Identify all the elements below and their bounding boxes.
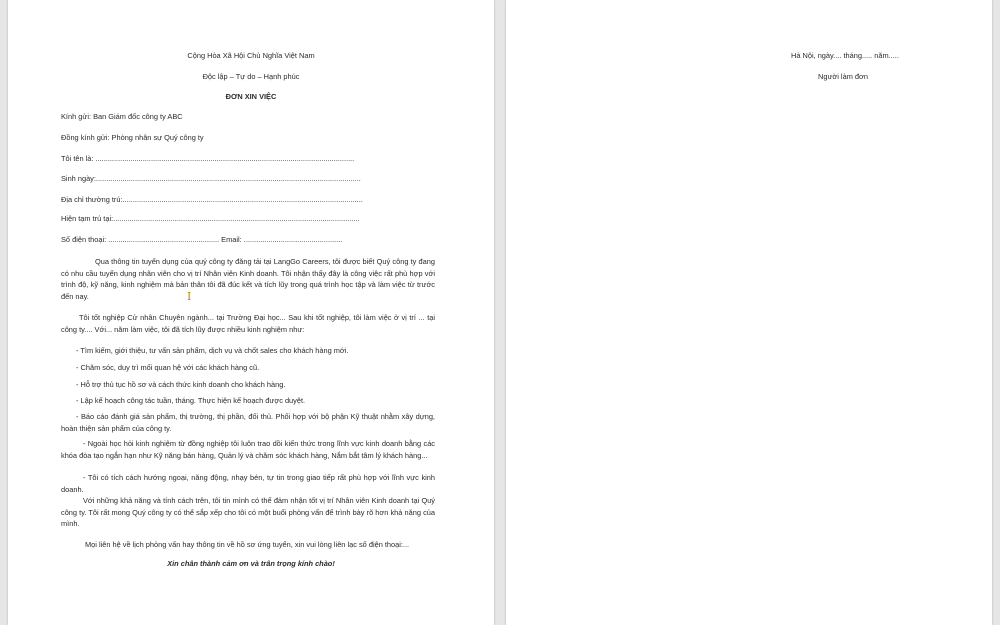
field-current-address: Hiện tạm trú tại:........................................................................................................................ [61, 214, 360, 223]
bullet-item-4: - Lập kế hoạch công tác tuần, tháng. Thực hiện kế hoạch được duyệt. [76, 396, 306, 405]
document-page-2[interactable] [506, 0, 992, 625]
paragraph-conclusion: Với những khả năng và tính cách trên, tôi tin mình có thể đảm nhận tốt vị trí Nhân viên Kinh doanh tại Quý công ty. Tôi rất mong Quý công ty có thể sắp xếp cho tôi có một buổi phỏng vấn để trình bày rõ hơn khả năng của mình. [61, 496, 435, 528]
cc-line: Đồng kính gửi: Phòng nhân sự Quý công ty [61, 133, 204, 142]
document-page-1[interactable] [8, 0, 494, 625]
bullet-item-3: - Hỗ trợ thủ tục hồ sơ và cách thức kinh doanh cho khách hàng. [76, 380, 286, 389]
motto: Độc lập – Tự do – Hạnh phúc [202, 72, 300, 81]
bullet-item-7: - Tôi có tích cách hướng ngoại, năng động, nhạy bén, tự tin trong giao tiếp rất phù hợp với lĩnh vực kinh doanh. [61, 473, 435, 494]
bullet-item-5: - Báo cáo đánh giá sản phẩm, thị trường, thị phần, đối thủ. Phối hợp với bộ phận Kỹ thuật nhằm xây dựng, hoàn thiện sản phẩm của công ty. [61, 412, 435, 433]
recipient-line: Kính gửi: Ban Giám đốc công ty ABC [61, 112, 183, 121]
text-cursor-icon: I [187, 290, 192, 303]
bullet-item-1: - Tìm kiếm, giới thiệu, tư vấn sản phẩm, dịch vụ và chốt sales cho khách hàng mới. [76, 346, 349, 355]
signer-label: Người làm đơn [818, 72, 868, 81]
paragraph-education: Tôi tốt nghiệp Cử nhân Chuyên ngành... tại Trường Đại học... Sau khi tốt nghiệp, tôi làm việc ở vị trí ... tại công ty.... Với... năm làm việc, tôi đã tích lũy được nhiều kinh nghiệm như: [61, 313, 435, 334]
paragraph-intro: Qua thông tin tuyển dụng của quý công ty đăng tải tại LangGo Careers, tôi được biết Quý công ty đang có nhu cầu tuyển dụng nhân viên cho vị trí Nhân viên Kinh doanh. Tôi nhận thấy đây là công việc rất phù hợp với trình độ, kỹ năng, kinh nghiệm mà bản thân tôi đã đúc kết và tích lũy trong quá trình học tập và làm việc từ trước đến nay. [61, 257, 435, 301]
national-title: Cộng Hòa Xã Hội Chủ Nghĩa Việt Nam [187, 51, 315, 60]
paragraph-contact: Mọi liên hệ về lịch phỏng vấn hay thông tin về hồ sơ ứng tuyển, xin vui lòng liên lạc số điện thoại:... [85, 540, 410, 549]
closing-line: Xin chân thành cảm ơn và trân trọng kính chào! [167, 559, 335, 568]
doc-title: ĐƠN XIN VIỆC [225, 92, 277, 101]
bullet-item-2: - Chăm sóc, duy trì mối quan hệ với các khách hàng cũ. [76, 363, 260, 372]
bullet-item-6: - Ngoài học hỏi kinh nghiệm từ đồng nghiệp tôi luôn trao dồi kiến thức trong lĩnh vực kinh doanh bằng các khóa đòa tạo ngắn hạn như Kỹ năng bán hàng, Quản lý và chăm sóc khách hàng, Nắm bắt tâm lý khách hàng... [61, 439, 435, 460]
date-line: Hà Nội, ngày.... tháng..... năm..... [791, 51, 899, 60]
field-address: Địa chỉ thường trú:..................................................................................................................... [61, 195, 363, 204]
field-phone-email: Số điện thoại: ...................................................... Email: ................................................ [61, 235, 343, 244]
field-name: Tôi tên là: .............................................................................................................................. [61, 154, 355, 163]
field-dob: Sinh ngày:................................................................................................................................. [61, 174, 361, 183]
